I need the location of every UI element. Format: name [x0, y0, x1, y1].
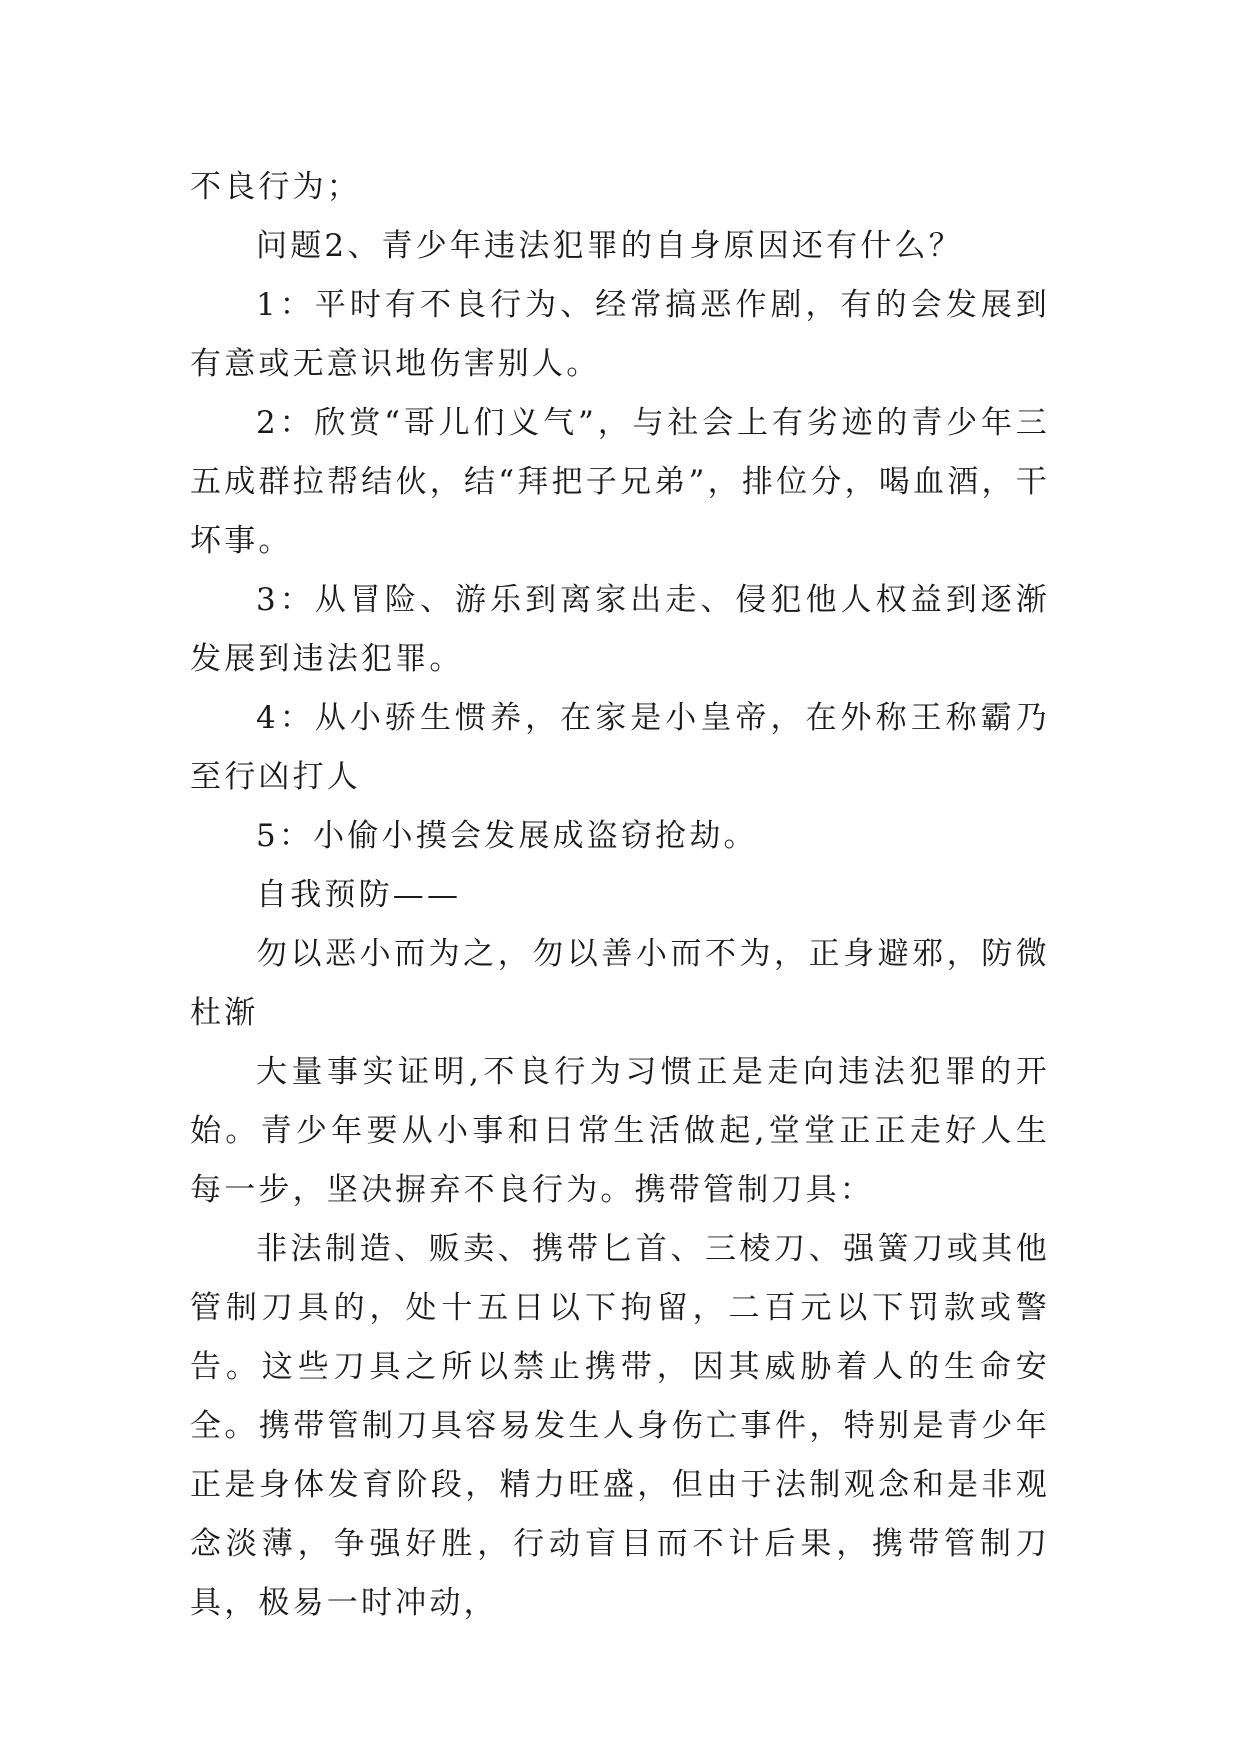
paragraph-facts: 大量事实证明,不良行为习惯正是走向违法犯罪的开始。青少年要从小事和日常生活做起,堂堂正正走好人生每一步，坚决摒弃不良行为。携带管制刀具：	[190, 1054, 1050, 1208]
paragraph-reason-1: 1：平时有不良行为、经常搞恶作剧，有的会发展到有意或无意识地伤害别人。	[190, 287, 1050, 382]
paragraph-controlled-knives: 非法制造、贩卖、携带匕首、三棱刀、强簧刀或其他管制刀具的，处十五日以下拘留，二百元以下罚款或警告。这些刀具之所以禁止携带，因其威胁着人的生命安全。携带管制刀具容易发生人身伤亡事件，特别是青少年正是身体发育阶段，精力旺盛，但由于法制观念和是非观念淡薄，争强好胜，行动盲目而不计后果，携带管制刀具，极易一时冲动，	[190, 1231, 1050, 1621]
paragraph-question-2: 问题2、青少年违法犯罪的自身原因还有什么？	[256, 228, 963, 264]
paragraph-reason-2: 2：欣赏“哥儿们义气”，与社会上有劣迹的青少年三五成群拉帮结伙，结“拜把子兄弟”，排位分，喝血酒，干坏事。	[190, 405, 1050, 559]
paragraph-continuation: 不良行为；	[190, 169, 361, 205]
section-heading-self-prevention: 自我预防——	[256, 877, 462, 913]
document-body	[190, 158, 1050, 1633]
paragraph-reason-5: 5：小偷小摸会发展成盗窃抢劫。	[256, 818, 758, 854]
paragraph-motto: 勿以恶小而为之，勿以善小而不为，正身避邪，防微杜渐	[190, 936, 1050, 1031]
paragraph-reason-3: 3：从冒险、游乐到离家出走、侵犯他人权益到逐渐发展到违法犯罪。	[190, 582, 1050, 677]
paragraph-reason-4: 4：从小骄生惯养，在家是小皇帝，在外称王称霸乃至行凶打人	[190, 700, 1050, 795]
